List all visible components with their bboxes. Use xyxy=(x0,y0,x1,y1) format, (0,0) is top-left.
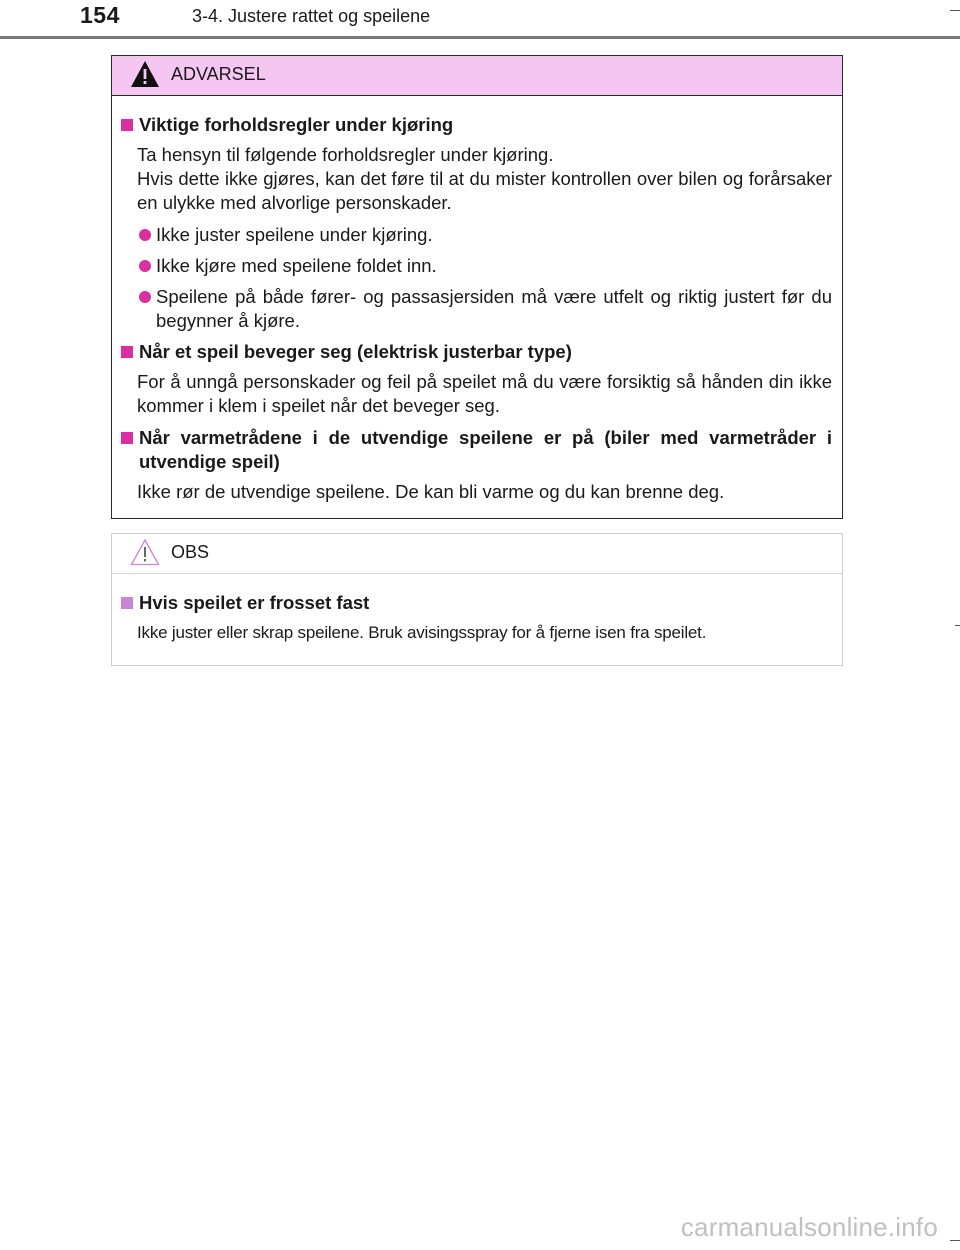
warning-box xyxy=(111,55,843,519)
crop-mark xyxy=(955,625,960,626)
round-bullet-icon xyxy=(139,260,151,272)
warning-body xyxy=(112,96,842,504)
square-bullet-icon xyxy=(121,597,133,609)
crop-mark xyxy=(950,1240,960,1241)
section-heading xyxy=(119,340,832,364)
warning-triangle-icon xyxy=(130,60,160,88)
section-title: 3-4. Justere rattet og speilene xyxy=(192,6,431,26)
notice-label: OBS xyxy=(171,542,210,562)
bullet-text: Speilene på både fører- og passasjersiden må være utfelt og riktig justert før du begynner å kjøre. xyxy=(156,286,832,331)
notice-body xyxy=(112,574,842,645)
notice-header xyxy=(112,534,842,574)
warning-section xyxy=(119,426,832,504)
square-bullet-icon xyxy=(121,119,133,131)
bullet-item xyxy=(119,254,832,278)
heading-text: Når et speil beveger seg (elektrisk justerbar type) xyxy=(139,341,572,362)
section-heading xyxy=(119,426,832,474)
paragraph: For å unngå personskader og feil på speilet må du være forsiktig så hånden din ikke kommer i klem i speilet når det beveger seg. xyxy=(137,371,832,416)
bullet-item xyxy=(119,223,832,247)
crop-mark xyxy=(950,10,960,11)
square-bullet-icon xyxy=(121,432,133,444)
paragraph: Ikke juster eller skrap speilene. Bruk avisingsspray for å fjerne isen fra speilet. xyxy=(137,623,707,642)
heading-text: Hvis speilet er frosset fast xyxy=(139,592,370,613)
bullet-item xyxy=(119,285,832,333)
page-number: 154 xyxy=(80,2,120,28)
bullet-text: Ikke juster speilene under kjøring. xyxy=(156,224,433,245)
paragraph: Ikke rør de utvendige speilene. De kan bli varme og du kan brenne deg. xyxy=(137,481,725,502)
heading-text: Når varmetrådene i de utvendige speilene er på (biler med varmetråder i utvendige speil) xyxy=(139,427,832,472)
section-heading xyxy=(119,113,832,137)
notice-section xyxy=(119,591,832,645)
section-heading xyxy=(119,591,832,615)
paragraph-line: Ta hensyn til følgende forholdsregler under kjøring. xyxy=(137,144,554,165)
warning-header xyxy=(112,56,842,96)
caution-triangle-outline-icon xyxy=(130,538,160,566)
warning-section xyxy=(119,113,832,333)
square-bullet-icon xyxy=(121,346,133,358)
warning-section xyxy=(119,340,832,418)
round-bullet-icon xyxy=(139,229,151,241)
header-rule xyxy=(0,36,960,39)
watermark: carmanualsonline.info xyxy=(680,1212,938,1242)
bullet-text: Ikke kjøre med speilene foldet inn. xyxy=(156,255,437,276)
notice-box xyxy=(111,533,843,666)
heading-text: Viktige forholdsregler under kjøring xyxy=(139,114,454,135)
round-bullet-icon xyxy=(139,291,151,303)
paragraph-line: Hvis dette ikke gjøres, kan det føre til at du mister kontrollen over bilen og forårsaker en ulykke med alvorlige personskader. xyxy=(137,168,832,213)
warning-label: ADVARSEL xyxy=(171,64,266,84)
paragraph xyxy=(119,143,832,215)
